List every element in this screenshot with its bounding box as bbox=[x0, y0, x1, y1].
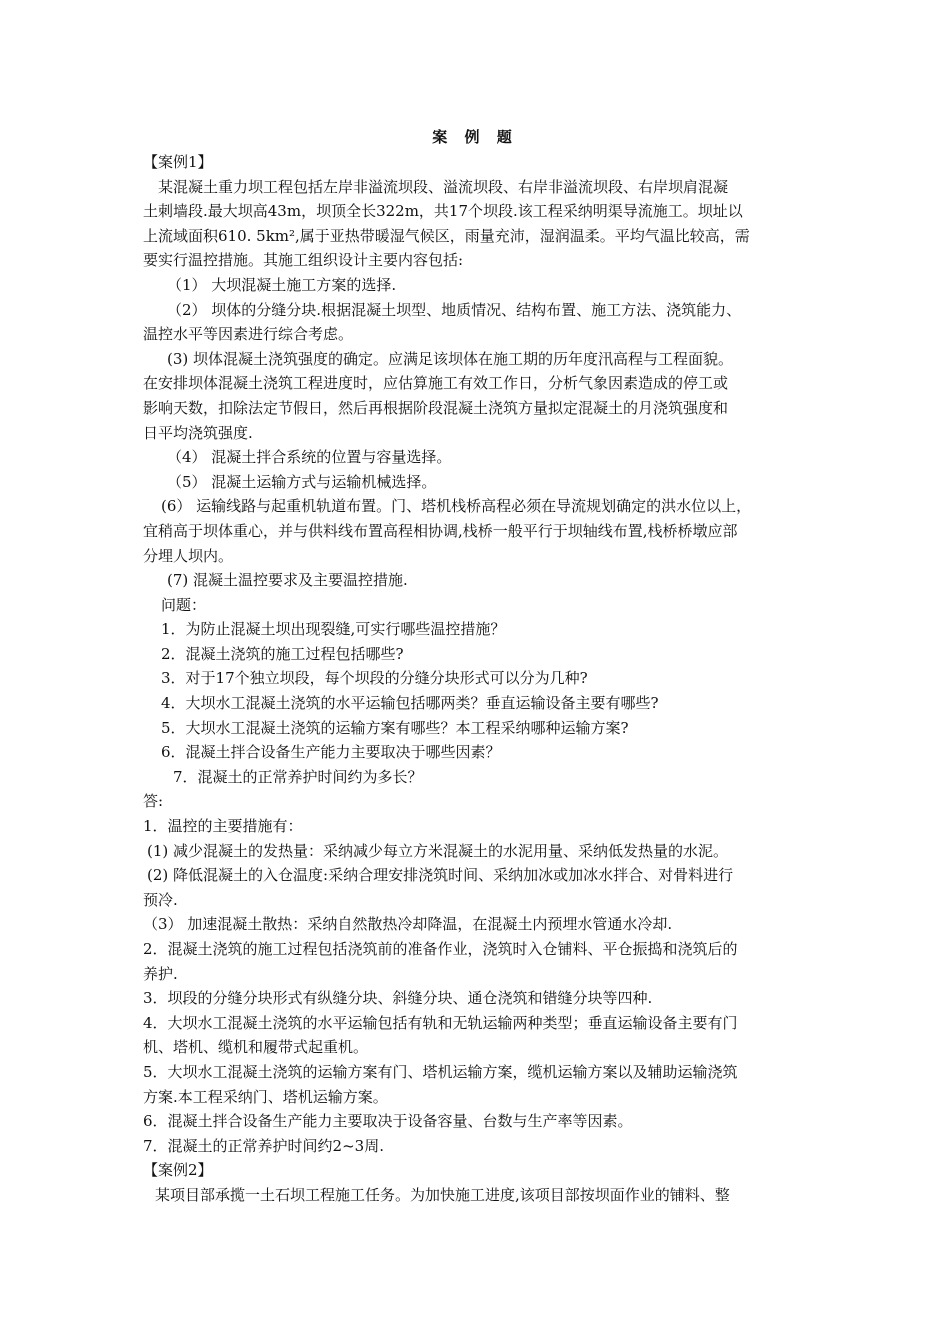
paragraph-line: 分埋人坝内。 bbox=[143, 546, 234, 565]
paragraph-line: 养护. bbox=[143, 964, 178, 983]
paragraph-line: 方案.本工程采纳门、塔机运输方案。 bbox=[143, 1087, 388, 1106]
answer-item: 3．坝段的分缝分块形式有纵缝分块、斜缝分块、通仓浇筑和错缝分块等四种. bbox=[143, 989, 653, 1008]
question-item: 3．对于17个独立坝段，每个坝段的分缝分块形式可以分为几种? bbox=[161, 669, 588, 688]
question-item: 7．混凝土的正常养护时间约为多长？ bbox=[173, 767, 423, 786]
answer-item: (2) 降低混凝土的入仓温度:采纳合理安排浇筑时间、采纳加冰或加冰水拌合、对骨料进行 bbox=[147, 866, 734, 885]
list-item: (7) 混凝土温控要求及主要温控措施. bbox=[167, 571, 408, 590]
answer-item: 1．温控的主要措施有： bbox=[143, 817, 303, 836]
list-item: (6） 运输线路与起重机轨道布置。门、塔机栈桥高程必须在导流规划确定的洪水位以上， bbox=[161, 497, 752, 516]
answers-heading: 答: bbox=[143, 792, 164, 811]
paragraph-line: 宜稍高于坝体重心，并与供料线布置高程相协调,栈桥一般平行于坝轴线布置,栈桥桥墩应部 bbox=[143, 521, 738, 540]
question-item: 4．大坝水工混凝土浇筑的水平运输包括哪两类？垂直运输设备主要有哪些? bbox=[161, 694, 659, 713]
list-item: （1） 大坝混凝土施工方案的选择. bbox=[167, 275, 397, 294]
answer-item: (1) 减少混凝土的发热量：采纳减少每立方米混凝土的水泥用量、采纳低发热量的水泥。 bbox=[147, 841, 729, 860]
answer-item: 5．大坝水工混凝土浇筑的运输方案有门、塔机运输方案，缆机运输方案以及辅助运输浇筑 bbox=[143, 1062, 738, 1081]
paragraph-line: 上流域面积610. 5km²,属于亚热带暖湿气候区，雨量充沛，湿润温柔。平均气温比较高，需 bbox=[143, 226, 750, 245]
list-item: （2） 坝体的分缝分块.根据混凝土坝型、地质情况、结构布置、施工方法、浇筑能力、 bbox=[167, 300, 742, 319]
document-title: 案 例 题 bbox=[432, 128, 518, 146]
question-item: 2．混凝土浇筑的施工过程包括哪些? bbox=[161, 644, 404, 663]
paragraph-line: 某项目部承揽一土石坝工程施工任务。为加快施工进度,该项目部按坝面作业的铺料、整 bbox=[155, 1185, 730, 1204]
case-1-heading: 【案例1】 bbox=[143, 153, 213, 171]
answer-item: 2．混凝土浇筑的施工过程包括浇筑前的准备作业，浇筑时入仓铺料、平仓振捣和浇筑后的 bbox=[143, 940, 738, 958]
answer-item: 6．混凝土拌合设备生产能力主要取决于设备容量、台数与生产率等因素。 bbox=[143, 1112, 633, 1131]
list-item: （5） 混凝土运输方式与运输机械选择。 bbox=[167, 472, 437, 491]
paragraph-line: 机、塔机、缆机和履带式起重机。 bbox=[143, 1038, 369, 1057]
question-item: 5．大坝水工混凝土浇筑的运输方案有哪些？本工程采纳哪种运输方案? bbox=[161, 718, 629, 737]
paragraph-line: 影响天数，扣除法定节假日，然后再根据阶段混凝土浇筑方量拟定混凝土的月浇筑强度和 bbox=[143, 398, 729, 417]
answer-item: （3） 加速混凝土散热：采纳自然散热冷却降温，在混凝土内预埋水管通水冷却. bbox=[143, 915, 673, 934]
paragraph-line: 预冷. bbox=[143, 890, 178, 909]
list-item: （4） 混凝土拌合系统的位置与容量选择。 bbox=[167, 448, 452, 467]
paragraph-line: 某混凝土重力坝工程包括左岸非溢流坝段、溢流坝段、右岸非溢流坝段、右岸坝肩混凝 bbox=[158, 177, 729, 196]
case-2-heading: 【案例2】 bbox=[143, 1161, 213, 1180]
paragraph-line: 温控水平等因素进行综合考虑。 bbox=[143, 325, 354, 344]
answer-item: 7．混凝土的正常养护时间约2~3周. bbox=[143, 1136, 384, 1155]
question-item: 1．为防止混凝土坝出现裂缝,可实行哪些温控措施？ bbox=[161, 620, 506, 639]
paragraph-line: 要实行温控措施。其施工组织设计主要内容包括: bbox=[143, 251, 464, 270]
questions-heading: 问题： bbox=[161, 595, 207, 614]
paragraph-line: 土刺墙段.最大坝高43m，坝顶全长322m，共17个坝段.该工程采纳明渠导流施工。坝址以 bbox=[143, 202, 743, 221]
document-body bbox=[143, 150, 813, 1208]
paragraph-line: 在安排坝体混凝土浇筑工程进度时，应估算施工有效工作日，分析气象因素造成的停工或 bbox=[143, 374, 729, 393]
answer-item: 4．大坝水工混凝土浇筑的水平运输包括有轨和无轨运输两种类型；垂直运输设备主要有门 bbox=[143, 1013, 738, 1032]
paragraph-line: 日平均浇筑强度. bbox=[143, 423, 253, 442]
list-item: (3) 坝体混凝土浇筑强度的确定。应满足该坝体在施工期的历年度汛高程与工程面貌。 bbox=[167, 349, 734, 368]
question-item: 6．混凝土拌合设备生产能力主要取决于哪些因素？ bbox=[161, 743, 501, 762]
